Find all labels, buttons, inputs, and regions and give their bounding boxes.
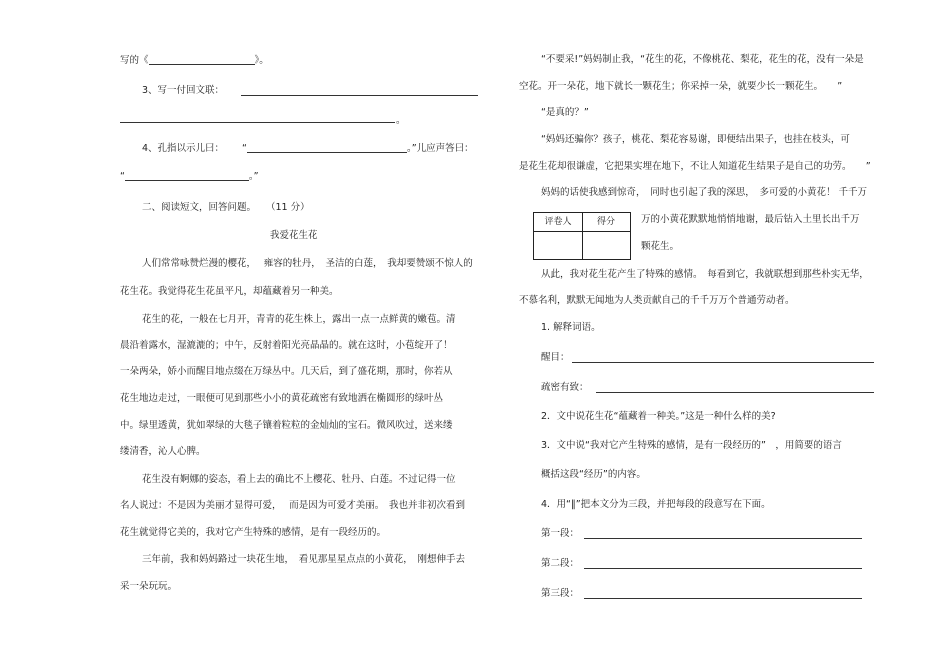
question-1: 1. 解释词语。 (541, 322, 601, 333)
paragraph-line: 晨沿着露水，湿漉漉的；中午，反射着阳光亮晶晶的。就在这时，小苞绽开了！ (120, 340, 453, 351)
article-title: 我爱花生花 (270, 230, 318, 241)
segment-3-label: 第三段： (541, 588, 580, 599)
paragraph-line: “是真的？” (541, 107, 589, 118)
paragraph-line: 花生没有婀娜的姿态，看上去的确比不上樱花、牡丹、白莲。不过记得一位 (142, 474, 456, 485)
paragraph-line: 妈妈的话使我感到惊奇， 同时也引起了我的深思， 多可爱的小黄花！ 千千万 (541, 187, 868, 198)
paragraph-line: 花生花。我觉得花生花虽平凡，却蕴藏着另一种美。 (120, 286, 339, 297)
question-3-line-2: 概括这段“经历”的内容。 (541, 469, 646, 480)
question-3 (142, 85, 224, 97)
paragraph-line: “妈妈还骗你？孩子，桃花、梨花容易谢，即便结出果子，也挂在枝头，可 (541, 134, 850, 145)
paragraph-line: 一朵两朵，娇小而醒目地点缀在万绿丛中。几天后，到了盛花期，那时，你若从 (120, 366, 453, 377)
answer-line[interactable] (584, 598, 862, 599)
paragraph-line: 空花。开一朵花，地下就长一颗花生；你采掉一朵，就要少长一颗花生。 ” (519, 81, 843, 92)
question-3-label: 3、写一付回文联： (142, 85, 225, 96)
section-2-score: （11 分） (266, 202, 310, 213)
score-label: 得分 (596, 217, 615, 227)
blank-underline[interactable] (241, 95, 478, 96)
left-line-1 (120, 54, 269, 67)
paragraph-line: 从此，我对花生花产生了特殊的感情。 每看到它，我就联想到那些朴实无华， (541, 269, 869, 280)
paragraph-line: 万的小黄花默默地悄悄地谢，最后钻入土里长出千万 (641, 214, 860, 225)
paragraph-line: 人们常常咏赞烂漫的樱花， 雍容的牡丹， 圣洁的白莲， 我却要赞颂不惊人的 (142, 258, 473, 269)
paragraph-line: 花生地边走过，一眼便可见到那些小小的黄花疏密有致地洒在椭圆形的绿叶丛 (120, 393, 444, 404)
blank-underline[interactable] (149, 54, 255, 65)
period: 。 (396, 115, 406, 126)
question-4-answer (120, 170, 259, 183)
segment-2-label: 第二段： (541, 558, 580, 569)
paragraph-line: “不要采!”妈妈制止我，“花生的花，不像桃花、梨花，花生的花，没有一朵是 (541, 54, 864, 65)
paragraph-line: 花生就觉得它美的，我对它产生特殊的感情，是有一段经历的。 (120, 527, 387, 538)
answer-line[interactable] (584, 568, 862, 569)
paragraph-line: 是花生花却很谦虚，它把果实埋在地下，不让人知道花生结果子是自己的功劳。 ” (519, 161, 871, 172)
text: “ (242, 143, 247, 154)
grader-label: 评卷人 (544, 217, 572, 227)
text: 。” (248, 171, 259, 182)
question-4: 4．用“‖”把本文分为三段，并把每段的段意写在下面。 (541, 499, 771, 510)
segment-1-label: 第一段： (541, 528, 580, 539)
question-4-label: 4、孔指以示儿曰： (142, 143, 225, 154)
score-box (533, 212, 631, 260)
section-2-heading (142, 202, 310, 214)
text: 写的《 (120, 55, 149, 66)
question-1b-label: 疏密有致： (541, 382, 589, 393)
blank-underline[interactable] (120, 122, 395, 123)
paragraph-line: 中。绿里透黄，犹如翠绿的大毯子镶着粒粒的金灿灿的宝石。微风吹过，送来缕 (120, 420, 453, 431)
paragraph-line: 颗花生。 (641, 241, 680, 252)
paragraph-line: 名人说过：不是因为美丽才显得可爱， 而是因为可爱才美丽。 我也并非初次看到 (120, 500, 466, 511)
answer-line[interactable] (572, 362, 874, 363)
blank-underline[interactable] (125, 170, 249, 181)
paragraph-line: 采一朵玩玩。 (120, 581, 178, 592)
text: 。”儿应声答曰： (406, 143, 474, 154)
paragraph-line: 花生的花，一般在七月开，青青的花生株上，露出一点一点鲜黄的嫩苞。清 (142, 314, 456, 325)
question-3-line-1: 3．文中说“我对它产生特殊的感情，是有一段经历的” ，用简要的语言 (541, 440, 842, 451)
text: “ (120, 171, 125, 182)
text: 》。 (254, 55, 269, 66)
question-2: 2．文中说花生花“蕴藏着一种美。”这是一种什么样的美? (541, 411, 776, 422)
answer-line[interactable] (596, 392, 874, 393)
divider (534, 231, 630, 232)
blank-underline[interactable] (247, 142, 407, 153)
answer-line[interactable] (584, 538, 862, 539)
question-4 (142, 142, 474, 155)
section-2-title: 二、阅读短文，回答问题。 (142, 202, 257, 213)
paragraph-line: 不慕名利，默默无闻地为人类贡献自己的千千万万个普通劳动者。 (519, 295, 795, 306)
paragraph-line: 三年前，我和妈妈路过一块花生地， 看见那星星点点的小黄花， 刚想伸手去 (142, 554, 466, 565)
question-1a-label: 醒目： (541, 352, 570, 363)
paragraph-line: 缕清香，沁人心脾。 (120, 446, 206, 457)
